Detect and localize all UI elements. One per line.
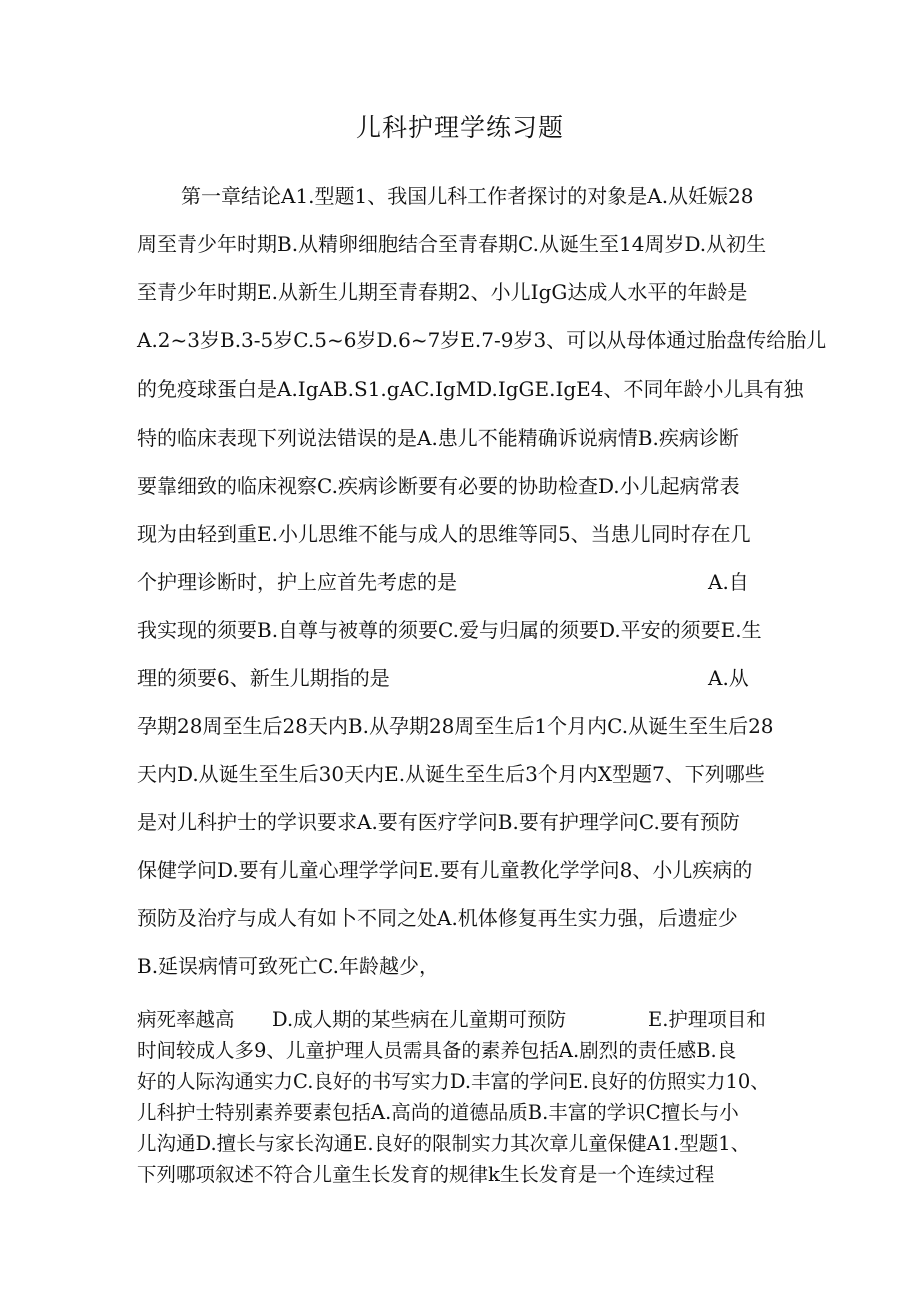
text-line-6: 特的临床表现下列说法错误的是A.患儿不能精确诉说病情B.疾病诊断: [137, 426, 739, 450]
text-line-7: 要靠细致的临床视察C.疾病诊断要有必要的协助检查D.小儿起病常表: [137, 474, 740, 498]
page-title: 儿科护理学练习题: [355, 113, 564, 142]
text-line-15: 保健学问D.要有儿童心理学学问E.要有儿童教化学学问8、小儿疾病的: [137, 858, 753, 882]
text-line-19: 时间较成人多9、儿童护理人员需具备的素养包括A.剧烈的责任感B.良: [137, 1039, 737, 1062]
text-line-9-right: A.自: [708, 570, 749, 594]
text-line-18-part-2: D.成人期的某些病在儿童期可预防: [272, 1008, 567, 1031]
text-line-13: 天内D.从诞生至生后30天内E.从诞生至生后3个月内X型题7、下列哪些: [137, 762, 765, 786]
text-line-12: 孕期28周至生后28天内B.从孕期28周至生后1个月内C.从诞生至生后28: [137, 714, 774, 738]
text-line-20: 好的人际沟通实力C.良好的书写实力D.丰富的学问E.良好的仿照实力10、: [137, 1070, 770, 1093]
text-line-4: A.2~3岁B.3-5岁C.5~6岁D.6~7岁E.7-9岁3、可以从母体通过胎盘传给胎儿: [137, 328, 827, 352]
text-line-18-part-1: 病死率越高: [137, 1008, 235, 1031]
text-line-3: 至青少年时期E.从新生儿期至青春期2、小儿IgG达成人水平的年龄是: [137, 280, 748, 304]
text-line-23: 下列哪项叙述不符合儿童生长发育的规律k生长发育是一个连续过程: [137, 1163, 715, 1186]
text-line-2: 周至青少年时期B.从精卵细胞结合至青春期C.从诞生至14周岁D.从初生: [137, 232, 767, 256]
text-line-22: 儿沟通D.擅长与家长沟通E.良好的限制实力其次章儿童保健A1.型题1、: [137, 1132, 751, 1155]
text-line-17: B.延误病情可致死亡C.年龄越少，: [137, 954, 440, 978]
text-line-5: 的免疫球蛋白是A.IgAB.S1.gAC.IgMD.IgGE.IgE4、不同年龄小儿具有独: [137, 377, 804, 401]
text-line-8: 现为由轻到重E.小儿思维不能与成人的思维等同5、当患儿同时存在几: [137, 522, 751, 546]
text-line-16: 预防及治疗与成人有如卜不同之处A.机体修复再生实力强，后遗症少: [137, 906, 738, 930]
text-line-11-right: A.从: [708, 666, 749, 690]
text-line-1: 第一章结论A1.型题1、我国儿科工作者探讨的对象是A.从妊娠28: [181, 184, 754, 208]
text-line-21: 儿科护士特别素养要素包括A.高尚的道德品质B.丰富的学识C擅长与小: [137, 1101, 739, 1124]
text-line-9: 个护理诊断时，护上应首先考虑的是: [137, 570, 457, 594]
text-line-14: 是对儿科护士的学识要求A.要有医疗学问B.要有护理学问C.要有预防: [137, 810, 740, 834]
text-line-10: 我实现的须要B.自尊与被尊的须要C.爱与归属的须要D.平安的须要E.生: [137, 618, 762, 642]
text-line-18-part-3: E.护理项目和: [648, 1008, 766, 1031]
text-line-11: 理的须要6、新生儿期指的是: [137, 666, 390, 690]
